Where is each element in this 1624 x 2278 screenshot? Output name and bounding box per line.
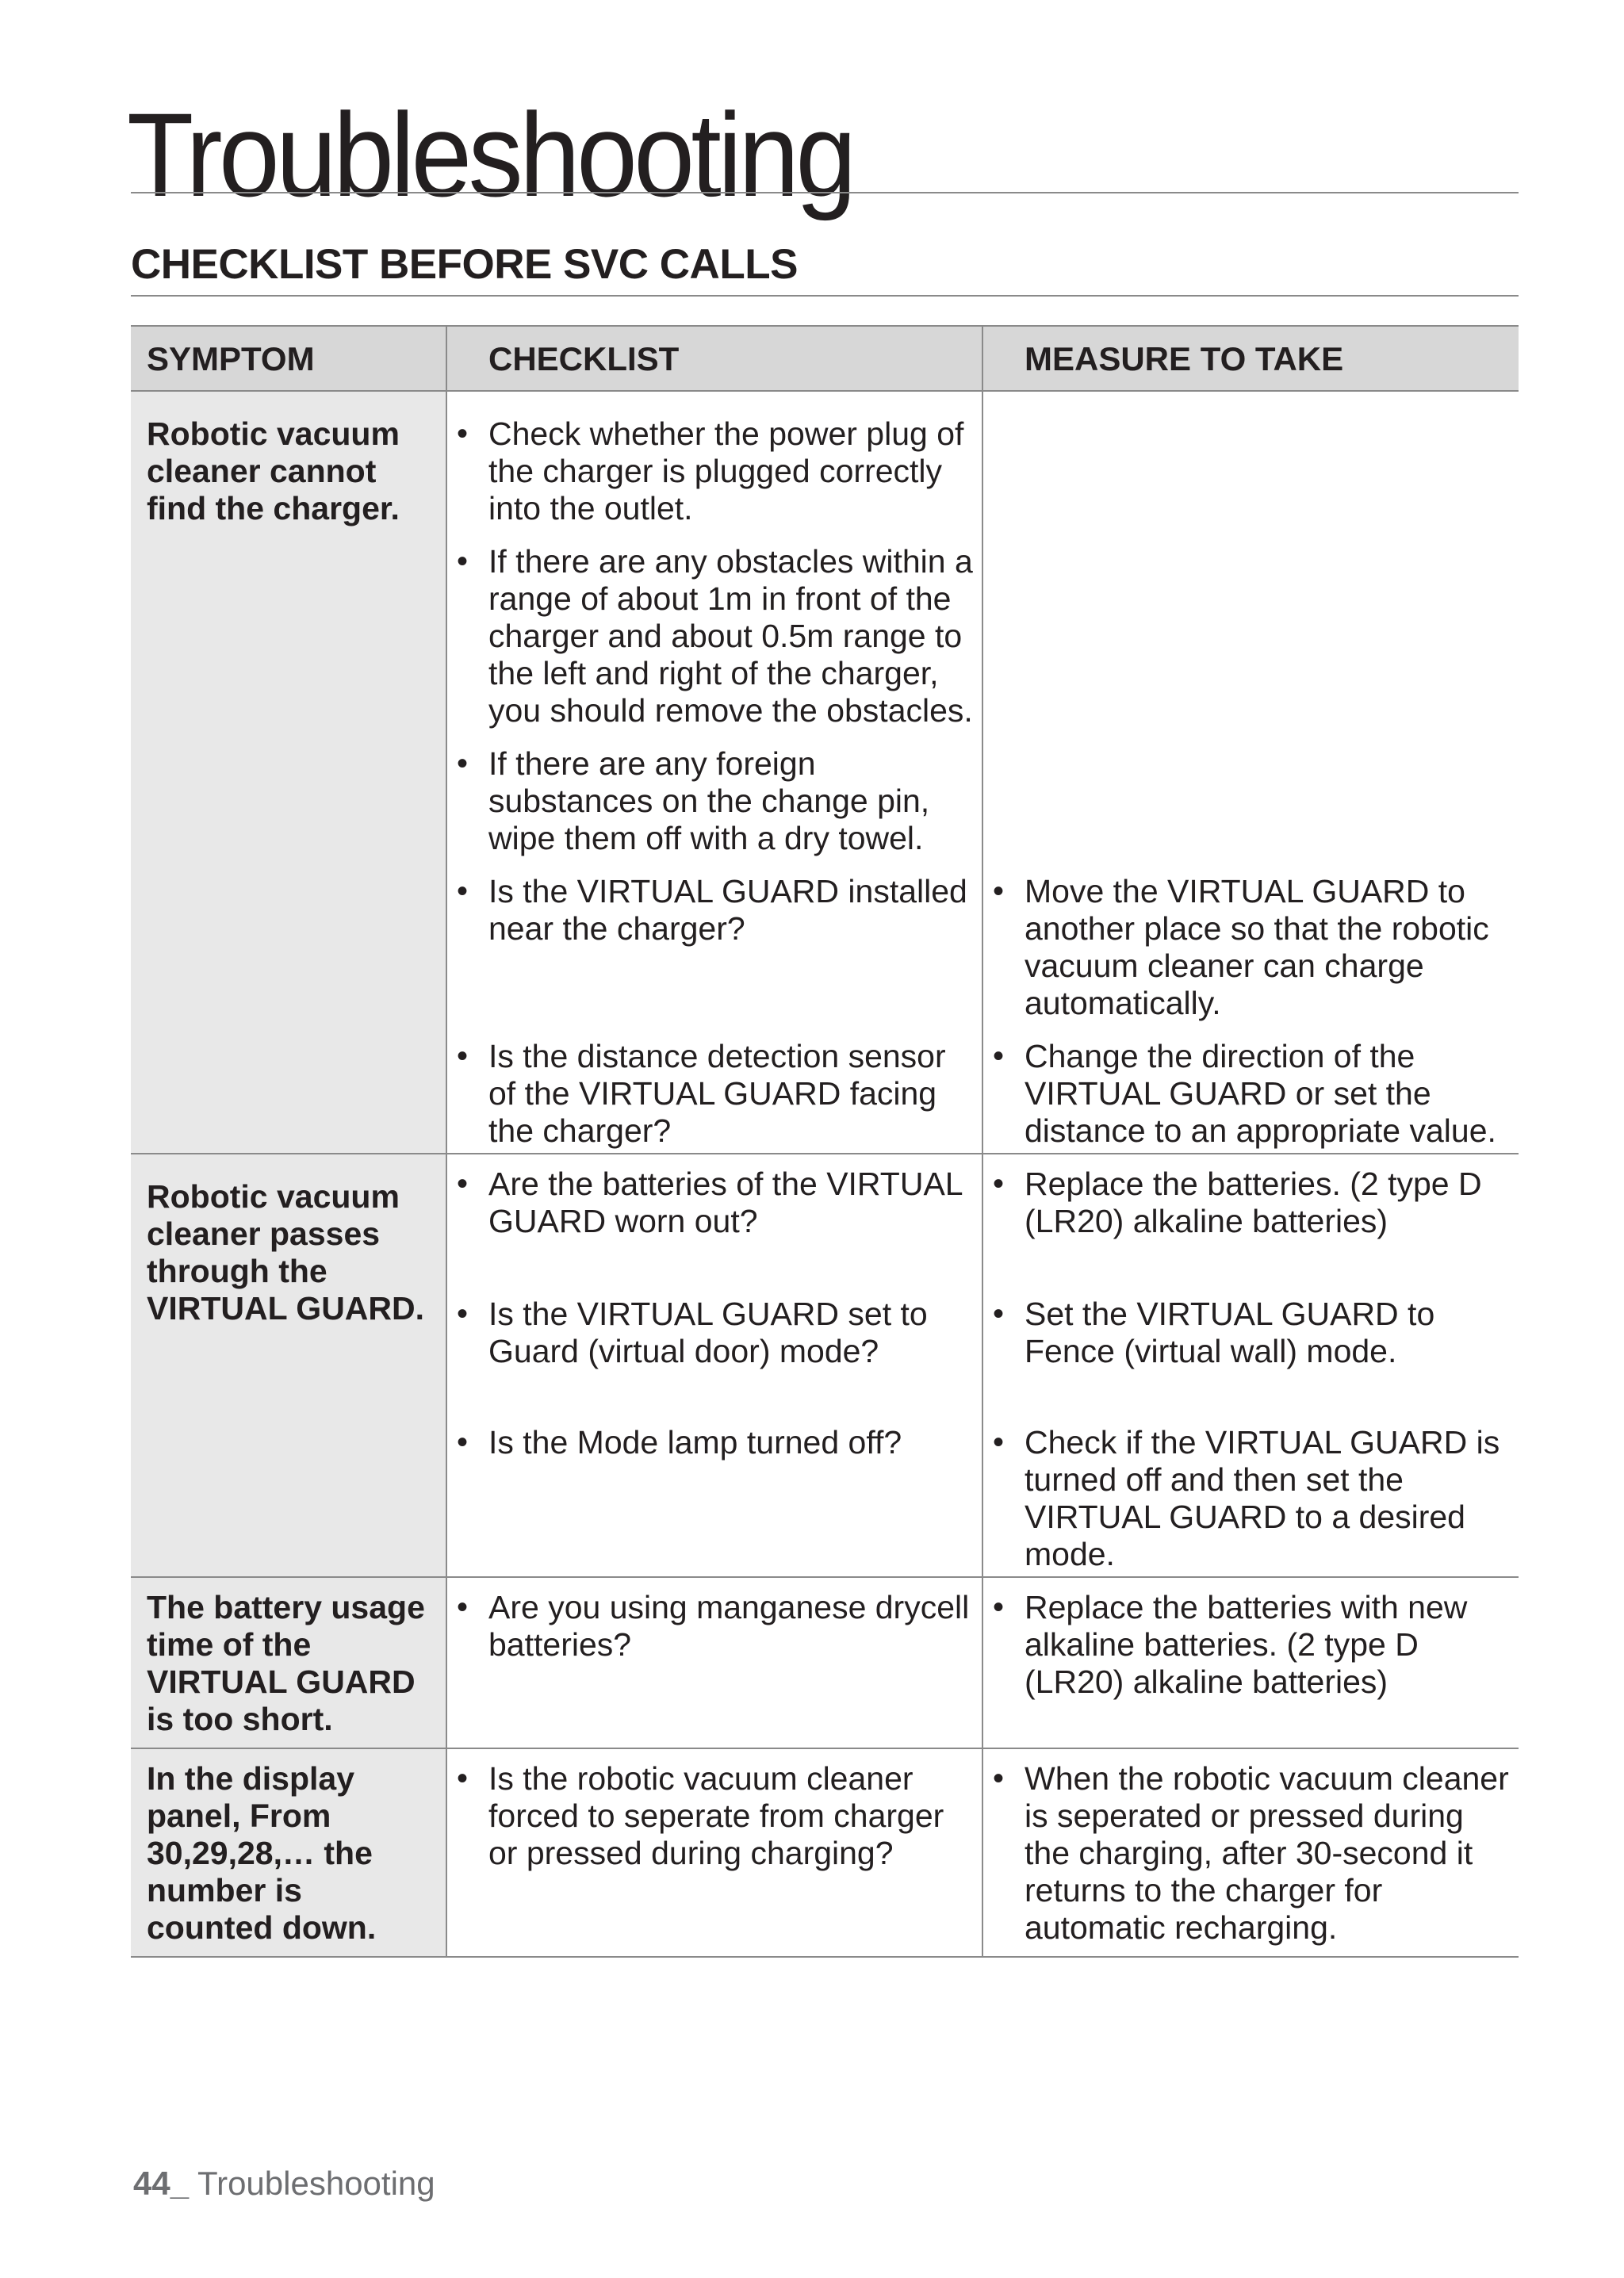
measure-item: • When the robotic vacuum cleaner is seperated or pressed during the charging, after 30-second it returns to the charger for automatic recharging. [1025,1760,1512,1947]
checklist-item: • Is the robotic vacuum cleaner forced to seperate from charger or pressed during charging? [488,1760,975,1872]
checklist-item: • Is the VIRTUAL GUARD installed near the charger? [488,873,975,948]
measure-item: • Change the direction of the VIRTUAL GUARD or set the distance to an appropriate value. [1025,1038,1512,1150]
page-footer [133,2165,435,2203]
measure-item: • Replace the batteries with new alkaline batteries. (2 type D (LR20) alkaline batteries) [1025,1589,1512,1701]
title-divider [131,192,1519,193]
checklist-table [131,325,1519,1958]
checklist-item: • Is the VIRTUAL GUARD set to Guard (virtual door) mode? [488,1296,975,1370]
measure-item: • Check if the VIRTUAL GUARD is turned off and then set the VIRTUAL GUARD to a desired mode. [1025,1424,1512,1573]
checklist-item: • If there are any obstacles within a range of about 1m in front of the charger and about 0.5m range to the left and right of the charger, you should remove the obstacles. [488,543,975,729]
header-measure: MEASURE TO TAKE [982,326,1519,391]
table-row [131,391,1519,532]
symptom-cell: In the display panel, From 30,29,28,… the number is counted down. [131,1748,446,1957]
symptom-cell: Robotic vacuum cleaner passes through the VIRTUAL GUARD. [131,1154,446,1577]
header-symptom: SYMPTOM [131,326,446,391]
checklist-item: • Check whether the power plug of the charger is plugged correctly into the outlet. [488,415,975,527]
table-row [131,1577,1519,1748]
symptom-cell: Robotic vacuum cleaner cannot find the charger. [131,391,446,1154]
checklist-item: • Is the Mode lamp turned off? [488,1424,975,1461]
checklist-item: • If there are any foreign substances on the change pin, wipe them off with a dry towel. [488,745,975,857]
section-title: CHECKLIST BEFORE SVC CALLS [131,241,798,288]
symptom-cell: The battery usage time of the VIRTUAL GUARD is too short. [131,1577,446,1748]
section-divider [131,295,1519,297]
page-title: Troubleshooting [127,88,853,221]
page-number: 44_ [133,2165,190,2202]
measure-item: • Move the VIRTUAL GUARD to another place so that the robotic vacuum cleaner can charge automatically. [1025,873,1512,1022]
table-header-row [131,326,1519,391]
header-checklist: CHECKLIST [446,326,982,391]
table-row [131,1154,1519,1288]
measure-item: • Replace the batteries. (2 type D (LR20) alkaline batteries) [1025,1166,1512,1240]
checklist-item: • Is the distance detection sensor of the VIRTUAL GUARD facing the charger? [488,1038,975,1150]
checklist-item: • Are you using manganese drycell batteries? [488,1589,975,1664]
footer-label: Troubleshooting [189,2165,435,2202]
table-row [131,1748,1519,1957]
checklist-item: • Are the batteries of the VIRTUAL GUARD worn out? [488,1166,975,1240]
measure-item: • Set the VIRTUAL GUARD to Fence (virtual wall) mode. [1025,1296,1512,1370]
